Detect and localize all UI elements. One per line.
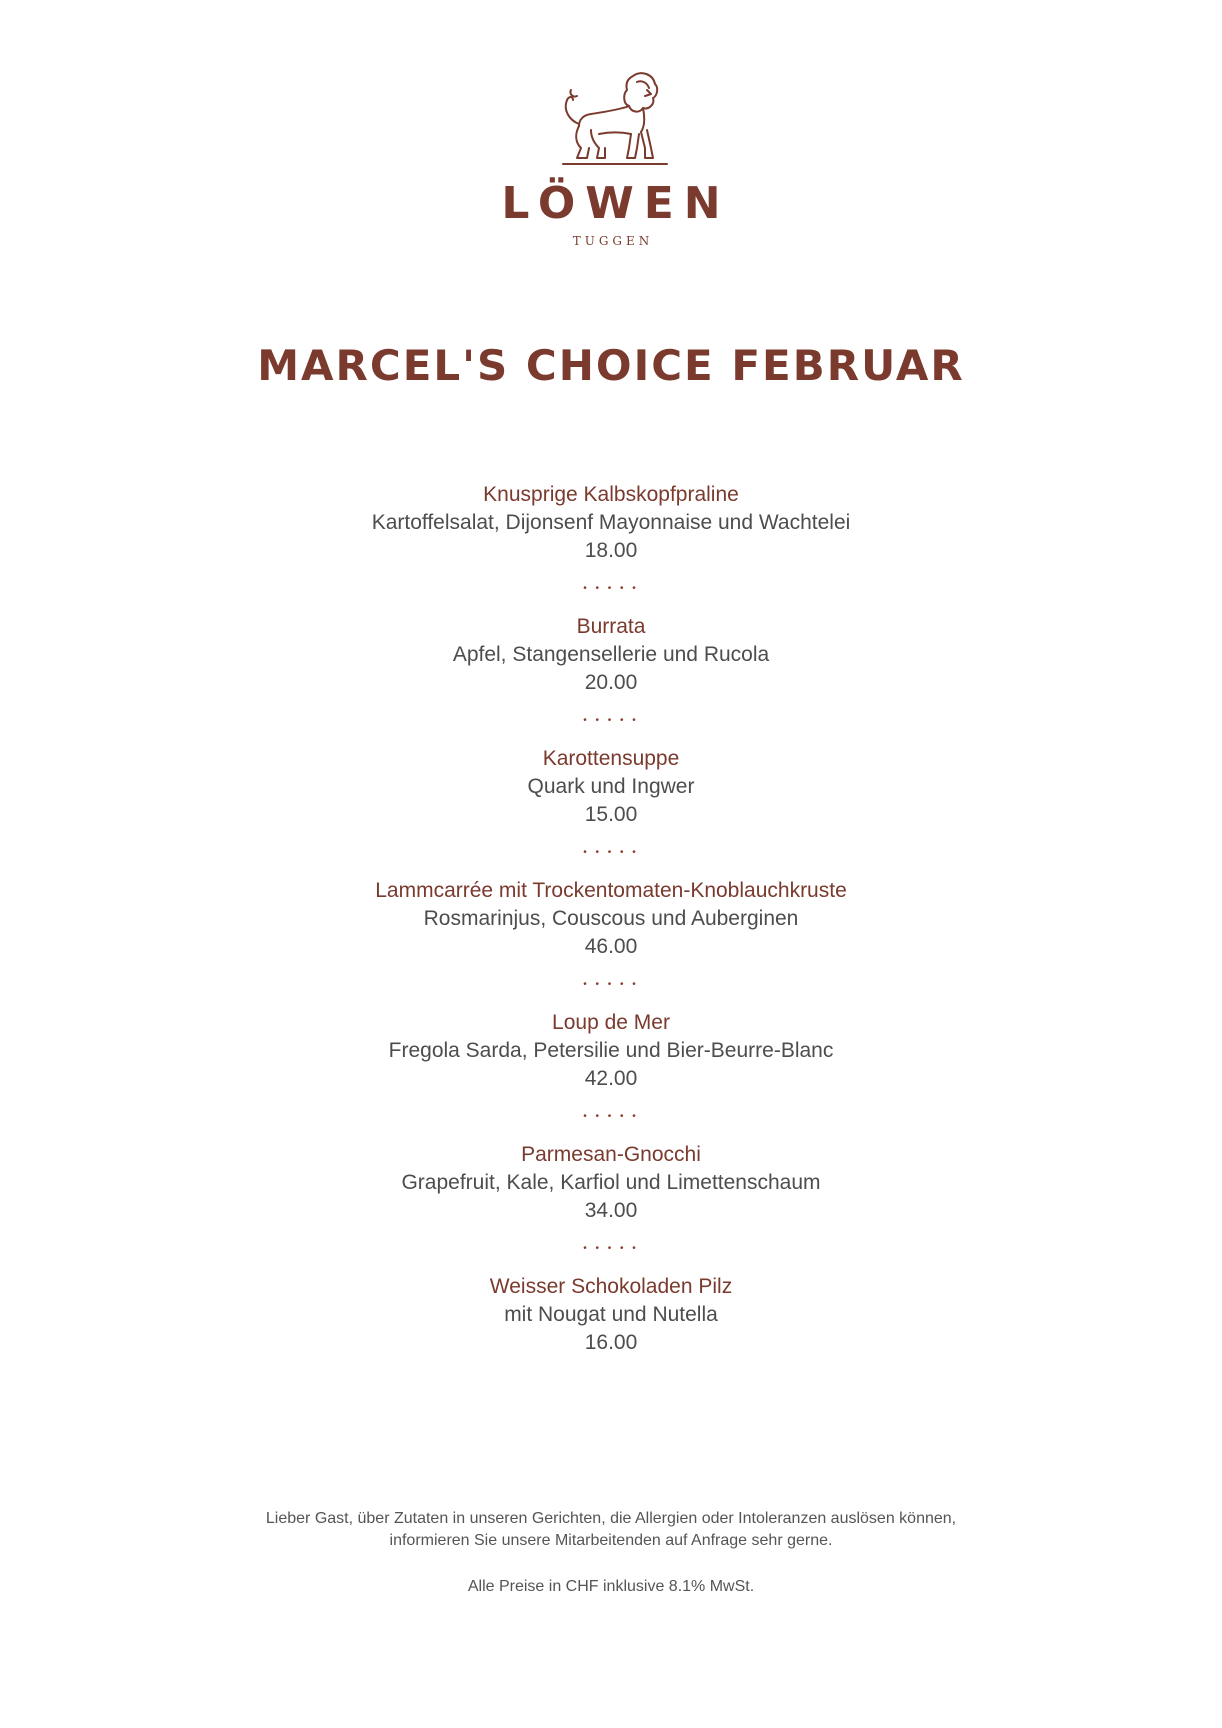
lion-icon	[541, 68, 681, 168]
dish-description: Quark und Ingwer	[527, 775, 695, 798]
separator: • • • • •	[583, 847, 639, 858]
dish-price: 20.00	[584, 671, 638, 694]
dish-item	[0, 877, 1222, 961]
dish-description: Fregola Sarda, Petersilie und Bier-Beurre-Blanc	[388, 1039, 834, 1062]
vat-note: Alle Preise in CHF inklusive 8.1% MwSt.	[467, 1578, 755, 1595]
dish-price: 46.00	[584, 935, 638, 958]
dish-item	[0, 745, 1222, 829]
separator: • • • • •	[583, 583, 639, 594]
separator: • • • • •	[583, 1243, 639, 1254]
brand-name: LÖWEN	[501, 178, 731, 229]
dish-item	[0, 613, 1222, 697]
dish-price: 15.00	[584, 803, 638, 826]
dish-item	[0, 1009, 1222, 1093]
footer-notes	[0, 1508, 1222, 1598]
page-title: MARCEL'S CHOICE FEBRUAR	[257, 341, 965, 390]
restaurant-logo	[0, 68, 1222, 248]
dish-name: Lammcarrée mit Trockentomaten-Knoblauchkruste	[375, 879, 847, 902]
menu-list	[0, 481, 1222, 1357]
allergy-note-line2: informieren Sie unsere Mitarbeitenden auf Anfrage sehr gerne.	[389, 1532, 833, 1549]
dish-name: Burrata	[576, 615, 646, 638]
dish-item	[0, 1273, 1222, 1357]
dish-description: Kartoffelsalat, Dijonsenf Mayonnaise und Wachtelei	[371, 511, 851, 534]
dish-description: Grapefruit, Kale, Karfiol und Limettenschaum	[401, 1171, 821, 1194]
dish-name: Parmesan-Gnocchi	[521, 1143, 701, 1166]
dish-name: Weisser Schokoladen Pilz	[489, 1275, 733, 1298]
separator: • • • • •	[583, 1111, 639, 1122]
dish-item	[0, 1141, 1222, 1225]
dish-name: Knusprige Kalbskopfpraline	[483, 483, 739, 506]
dish-description: mit Nougat und Nutella	[504, 1303, 718, 1326]
brand-location: TUGGEN	[572, 234, 654, 248]
allergy-note-line1: Lieber Gast, über Zutaten in unseren Gerichten, die Allergien oder Intoleranzen auslösen können,	[265, 1510, 957, 1527]
dish-description: Apfel, Stangensellerie und Rucola	[452, 643, 770, 666]
separator: • • • • •	[583, 979, 639, 990]
dish-name: Karottensuppe	[542, 747, 680, 770]
dish-item	[0, 481, 1222, 565]
dish-price: 18.00	[584, 539, 638, 562]
dish-price: 34.00	[584, 1199, 638, 1222]
dish-description: Rosmarinjus, Couscous und Auberginen	[423, 907, 799, 930]
separator: • • • • •	[583, 715, 639, 726]
dish-price: 16.00	[584, 1331, 638, 1354]
dish-name: Loup de Mer	[552, 1011, 670, 1034]
dish-price: 42.00	[584, 1067, 638, 1090]
